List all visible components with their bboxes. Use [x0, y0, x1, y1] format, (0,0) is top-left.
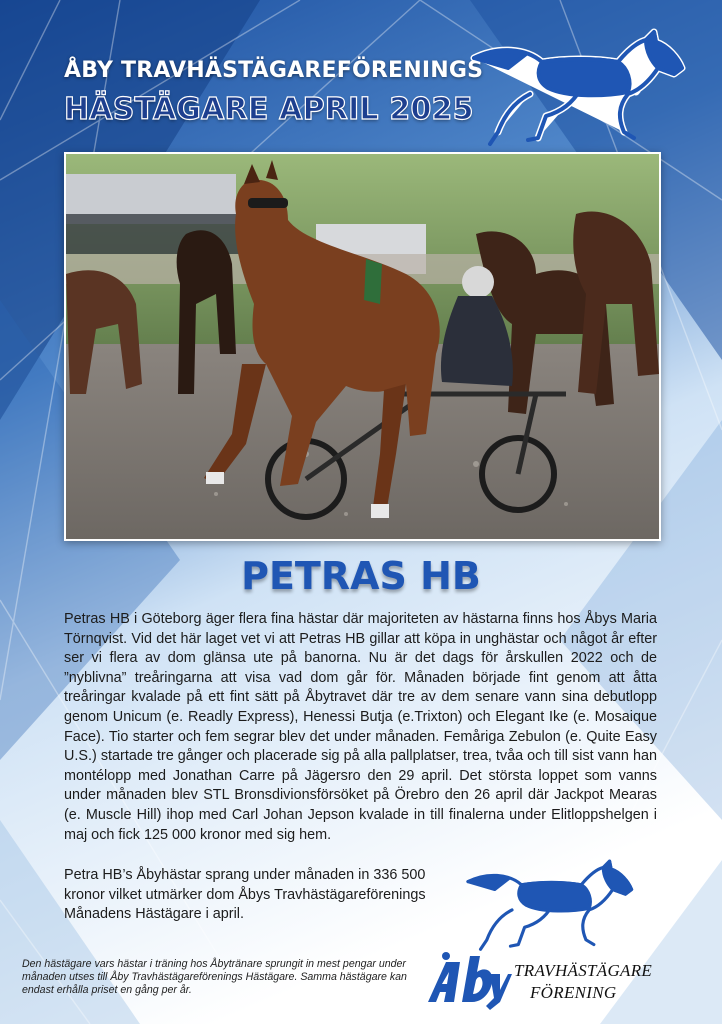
logo-text-line1: TRAVHÄSTÄGARE — [514, 961, 653, 980]
feature-body-text: Petras HB i Göteborg äger flera fina hästar där majoriteten av hästarna finns hos Åbys Maria Törnqvist. Vid det här laget vet vi att Petras HB gillar att köpa in unghästar och något år efter ser vi flera av dom glänsa ute på banorna. Nu är det dags för årskullen 2022 och de ”nyblivna” treåringarna att visa vad dom går för. Månaden började fint genom att åtta treåringar kvalade på ett fint sätt på Åbytravet där tre av dem senare vann sina debutlopp genom Unicum (e. Readly Express), Henessi Butja (e.Trixton) och Elegant Ike (e. Mosaique Face). Tio starter och fem segrar blev det under månaden. Femåriga Zebulon (e. Quite Easy U.S.) startade tre gånger och placerade sig på alla pallplatser, trea, tvåa och till sist vann han montélopp med Jonathan Carre på Jägersro den 29 april. Det största loppet som vanns under månaden blev STL Bronsdivionsförsöket på Örebro den 26 april där Jackpot Mearas (e. Muscle Hill) ihop med Carl Johan Jepson kvalade in till finalerna under Elitloppshelgen i maj och fick 125 000 kronor med sig hem. — [64, 611, 657, 843]
logo-text-line2: FÖRENING — [530, 983, 617, 1002]
feature-photo — [64, 152, 661, 541]
header-title-line2: HÄSTÄGARE APRIL 2025 — [64, 92, 474, 127]
trotting-horse-icon — [468, 28, 686, 150]
trotting-horse-icon — [456, 858, 642, 954]
header-title-line1: ÅBY TRAVHÄSTÄGAREFÖRENINGS — [64, 58, 484, 83]
feature-title: PETRAS HB — [241, 554, 481, 598]
aby-logo-icon — [424, 948, 512, 1010]
feature-closing-text: Petra HB’s Åbyhästar sprang under månaden in 336 500 kronor vilket utmärker dom Åbys Travhästägareförenings Månadens Hästägare i april. — [64, 867, 426, 923]
footnote: Den hästägare vars hästar i träning hos Åbytränare sprungit in mest pengar under månaden utses till Åby Travhästägareförenings Hästägare. Samma hästägare kan endast erhålla priset en gång per år. — [22, 958, 407, 996]
